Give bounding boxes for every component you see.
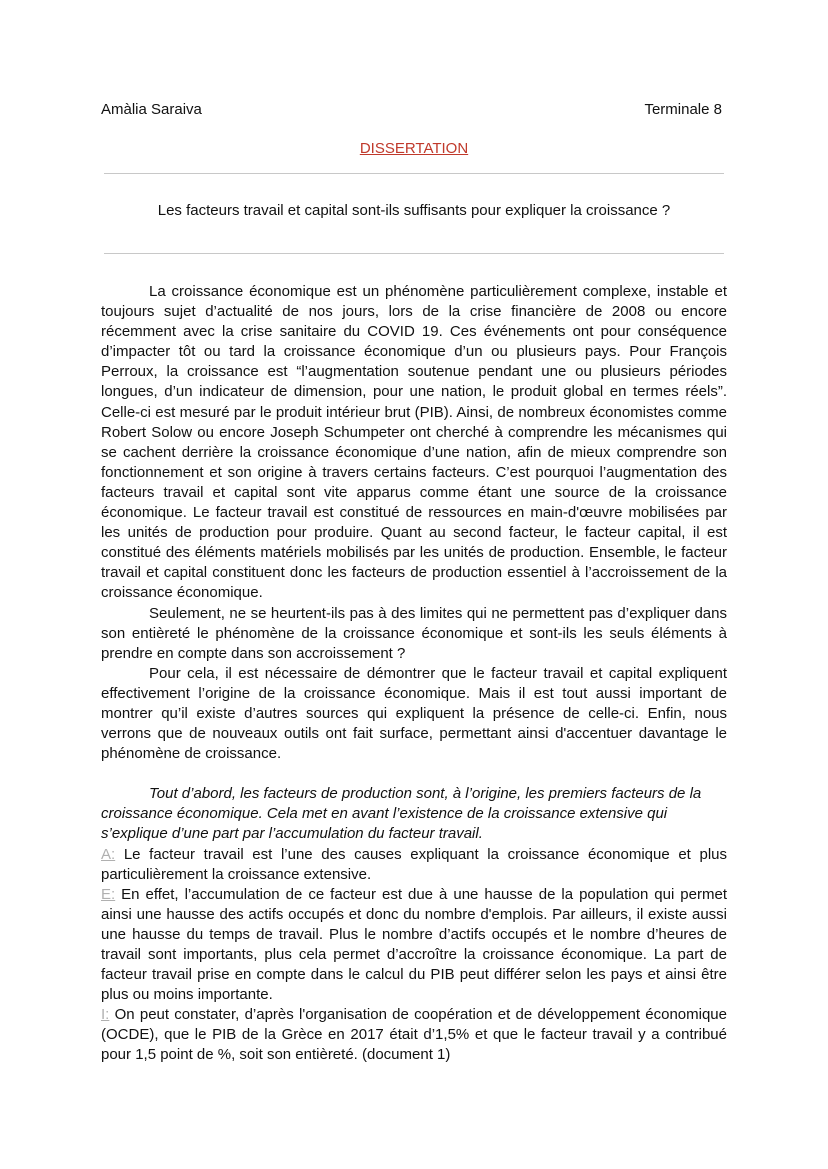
problematic-paragraph: Seulement, ne se heurtent-ils pas à des limites qui ne permettent pas d’expliquer dans son entièreté le phénomène de la croissance économique et sont-ils les seuls éléments à prendre en compte dans son accroissement ? xyxy=(101,604,727,662)
author-name: Amàlia Saraiva xyxy=(101,101,202,118)
illustration-paragraph xyxy=(101,1005,727,1065)
intro-paragraph: La croissance économique est un phénomène particulièrement complexe, instable et toujours sujet d’actualité de nos jours, lors de la crise financière de 2008 ou encore récemment avec la crise sanitaire du COVID 19. Ces événements ont pour conséquence d’impacter tôt ou tard la croissance économique d’un ou plusieurs pays. Pour François Perroux, la croissance est “l’augmentation soutenue pendant une ou plusieurs périodes longues, d’un indicateur de dimension, pour une nation, le produit global en termes réels”. Celle-ci est mesuré par le produit intérieur brut (PIB). Ainsi, de nombreux économistes comme Robert Solow ou encore Joseph Schumpeter ont cherché à comprendre les mécanismes qui se cachent derrière la croissance économique d’une nation, afin de mieux comprendre son fonctionnement et son origine à travers certains facteurs. C’est pourquoi l’augmentation des facteurs travail et capital sont vite apparus comme étant une source de la croissance économique. Le facteur travail est constitué de ressources en main-d'œuvre mobilisées par les unités de production pour produire. Quant au second facteur, le facteur capital, il est constitué des éléments matériels mobilisés par les unités de production. Ensemble, le facteur travail et capital constituent donc les facteurs de production essentiel à l’accroissement de la croissance économique. xyxy=(101,283,727,602)
paragraph-gap xyxy=(101,764,727,784)
explanation-paragraph xyxy=(101,885,727,1006)
dissertation-question: Les facteurs travail et capital sont-ils suffisants pour expliquer la croissance ? xyxy=(157,202,671,219)
argument-marker: A: xyxy=(101,845,116,863)
illustration-text: On peut constater, d’après l'organisation de coopération et de développement économique (OCDE), que le PIB de la Grèce en 2017 était d’1,5% et que le facteur travail y a contribué pour 1,5 point de %, soit son entièreté. (document 1) xyxy=(101,1006,727,1064)
part-one-intro: Tout d’abord, les facteurs de production sont, à l’origine, les premiers facteurs de la croissance économique. Cela met en avant l’existence de la croissance extensive qui s’explique d’une part par l’accumulation du facteur travail. xyxy=(101,785,702,843)
argument-text: Le facteur travail est l’une des causes expliquant la croissance économique et plus particulièrement la croissance extensive. xyxy=(101,845,727,883)
argument-paragraph xyxy=(101,845,727,885)
class-name: Terminale 8 xyxy=(644,101,722,118)
illustration-marker: I: xyxy=(101,1006,110,1024)
explanation-marker: E: xyxy=(101,885,116,903)
document-title: DISSERTATION xyxy=(359,140,469,157)
divider-top xyxy=(104,173,724,174)
divider-bottom xyxy=(104,253,724,254)
plan-paragraph: Pour cela, il est nécessaire de démontrer que le facteur travail et capital expliquent effectivement l’origine de la croissance économique. Mais il est tout aussi important de montrer qu’il existe d’autres sources qui expliquent la présence de celle-ci. Enfin, nous verrons que de nouveaux outils ont fait surface, permettant ainsi d'accentuer davantage le phénomène de croissance. xyxy=(101,664,727,763)
document-body xyxy=(101,282,727,1066)
explanation-text: En effet, l’accumulation de ce facteur est due à une hausse de la population qui permet ainsi une hausse des actifs occupés et donc du nombre d'emplois. Par ailleurs, il existe aussi une hausse du temps de travail. Plus le nombre d’actifs occupés et le nombre d’heures de travail sont importants, plus cela permet d’accroître la croissance économique. La part de facteur travail prise en compte dans le calcul du PIB peut différer selon les pays et ainsi être plus ou moins importante. xyxy=(101,885,727,1004)
